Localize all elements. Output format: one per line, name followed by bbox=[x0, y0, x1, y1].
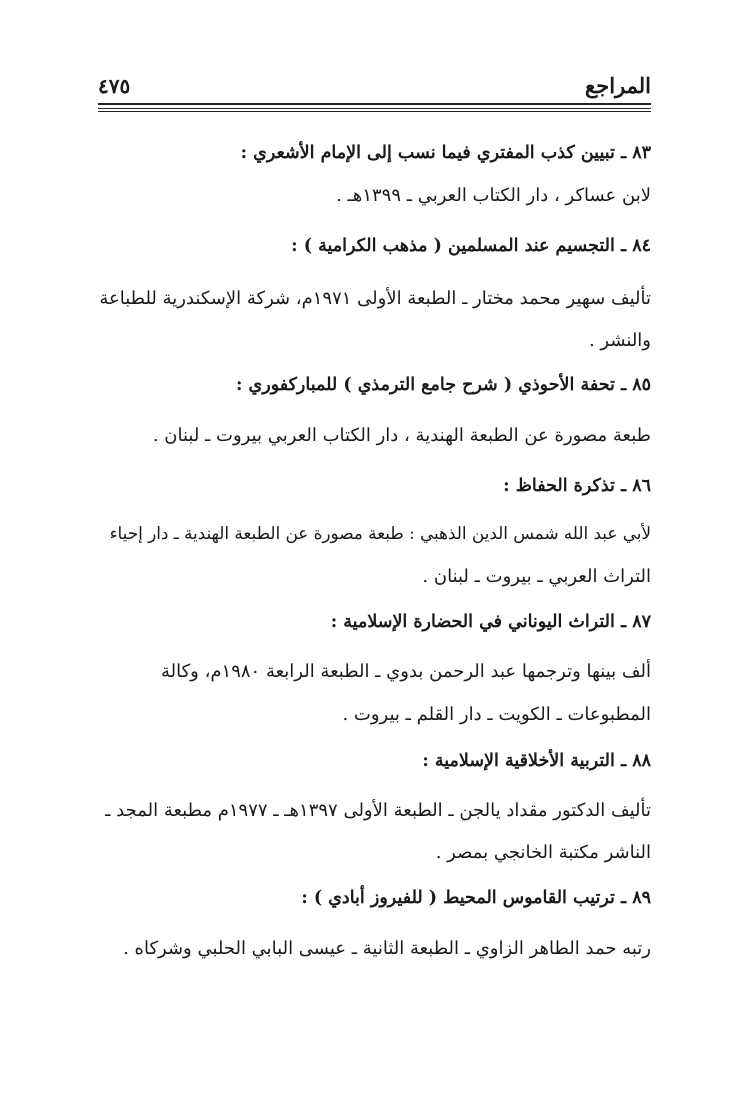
reference-text: التراث العربي ـ بيروت ـ لبنان . bbox=[422, 566, 651, 587]
reference-text: تأليف سهير محمد مختار ـ الطبعة الأولى ١٩٧١م، شركة الإسكندرية للطباعة bbox=[99, 288, 651, 309]
reference-heading: ٨٨ ـ التربية الأخلاقية الإسلامية : bbox=[422, 751, 651, 771]
reference-text: لابن عساكر ، دار الكتاب العربي ـ ١٣٩٩هـ . bbox=[336, 185, 651, 206]
reference-text: رتبه حمد الطاهر الزاوي ـ الطبعة الثانية ـ عيسى البابي الحلبي وشركاه . bbox=[123, 938, 651, 959]
page-header bbox=[98, 74, 651, 98]
page-title: المراجع bbox=[585, 73, 651, 98]
header-rule bbox=[98, 103, 651, 115]
reference-heading: ٨٥ ـ تحفة الأحوذي ( شرح جامع الترمذي ) للمباركفوري : bbox=[236, 375, 651, 395]
reference-text: ألف بينها وترجمها عبد الرحمن بدوي ـ الطبعة الرابعة ١٩٨٠م، وكالة bbox=[160, 661, 651, 682]
reference-heading: ٨٦ ـ تذكرة الحفاظ : bbox=[503, 476, 651, 496]
reference-heading: ٨٣ ـ تبيين كذب المفتري فيما نسب إلى الإمام الأشعري : bbox=[240, 143, 651, 163]
reference-text: تأليف الدكتور مقداد يالجن ـ الطبعة الأولى ١٣٩٧هـ ـ ١٩٧٧م مطبعة المجد ـ bbox=[105, 800, 651, 821]
reference-text: لأبي عبد الله شمس الدين الذهبي : طبعة مصورة عن الطبعة الهندية ـ دار إحياء bbox=[109, 523, 651, 543]
reference-heading: ٨٩ ـ ترتيب القاموس المحيط ( للفيروز أبادي ) : bbox=[301, 888, 651, 908]
page-number: ٤٧٥ bbox=[98, 74, 131, 98]
header-rule-line bbox=[98, 108, 651, 109]
reference-text: المطبوعات ـ الكويت ـ دار القلم ـ بيروت . bbox=[342, 704, 651, 725]
reference-text: طبعة مصورة عن الطبعة الهندية ، دار الكتاب العربي بيروت ـ لبنان . bbox=[152, 425, 651, 446]
header-rule-line bbox=[98, 103, 651, 105]
reference-text: والنشر . bbox=[588, 330, 651, 351]
reference-heading: ٨٤ ـ التجسيم عند المسلمين ( مذهب الكرامية ) : bbox=[291, 236, 651, 256]
header-rule-line bbox=[98, 111, 651, 112]
reference-heading: ٨٧ ـ التراث اليوناني في الحضارة الإسلامية : bbox=[330, 612, 651, 632]
reference-text: الناشر مكتبة الخانجي بمصر . bbox=[435, 842, 651, 863]
